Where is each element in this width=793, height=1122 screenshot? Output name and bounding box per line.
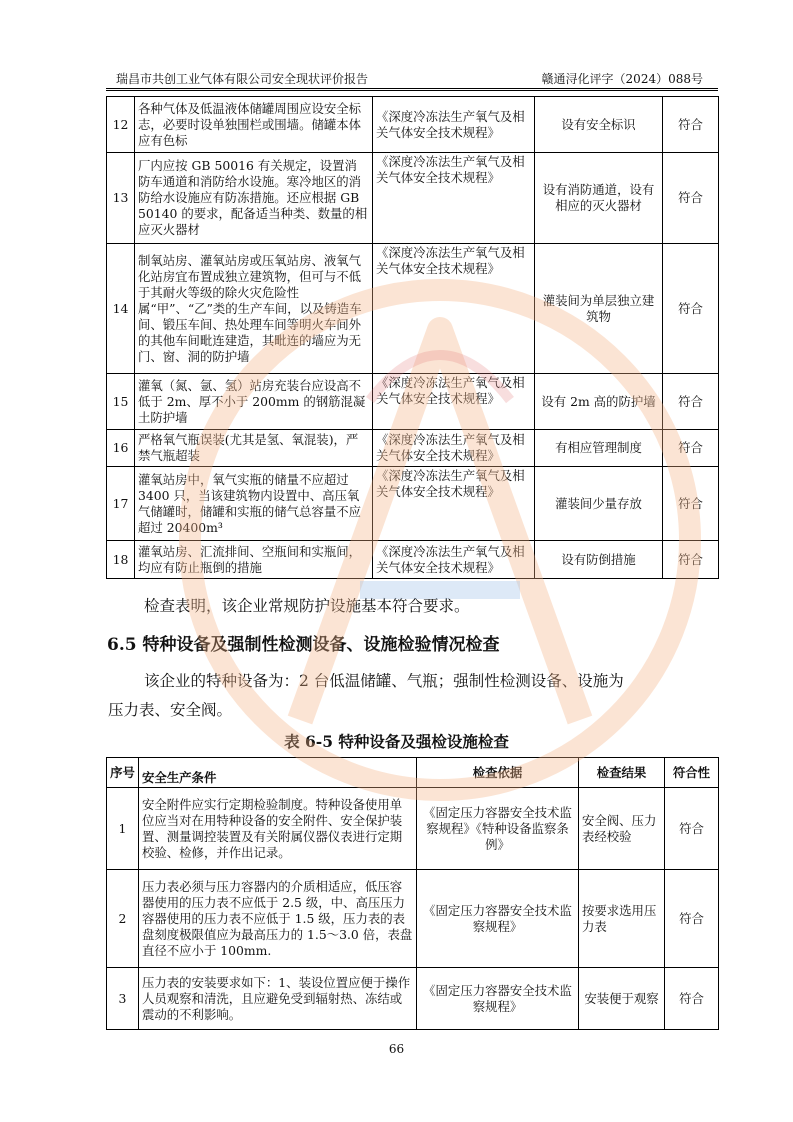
row-number: 18: [107, 541, 135, 579]
check-item: 安全附件应实行定期检验制度。特种设备使用单位应当对在用特种设备的安全附件、安全保护装置、测量调控装置及有关附属仪器仪表进行定期校验、检修，并作出记录。: [139, 788, 417, 870]
check-item: 厂内应按 GB 50016 有关规定，设置消防车通道和消防给水设施。寒冷地区的消防给水设施应有防冻措施。还应根据 GB 50140 的要求，配备适当种类、数量的相应灭火器材: [135, 153, 373, 244]
row-number: 17: [107, 467, 135, 541]
row-number: 3: [107, 968, 139, 1030]
row-number: 14: [107, 244, 135, 374]
check-basis: 《深度冷冻法生产氧气及相关气体安全技术规程》: [373, 430, 535, 467]
special-equipment-table: [106, 757, 719, 1030]
check-result: 设有消防通道，设有相应的灭火器材: [535, 153, 663, 244]
header-company-report-title: 瑞昌市共创工业气体有限公司安全现状评价报告: [116, 72, 369, 86]
conformity: 符合: [663, 244, 719, 374]
check-item: 压力表的安装要求如下：1、装设位置应便于操作人员观察和清洗，且应避免受到辐射热、冻结或震动的不利影响。: [139, 968, 417, 1030]
inspection-summary-paragraph: 检查表明，该企业常规防护设施基本符合要求。: [144, 597, 470, 615]
check-result: 设有安全标识: [535, 97, 663, 153]
table-row: [107, 968, 719, 1030]
table-row: [107, 870, 719, 968]
check-result: 有相应管理制度: [535, 430, 663, 467]
check-item: 灌氧（氮、氩、氢）站房充装台应设高不低于 2m、厚不小于 200mm 的钢筋混凝土防护墙: [135, 374, 373, 430]
check-basis: 《固定压力容器安全技术监察规程》《特种设备监察条例》: [417, 788, 579, 870]
check-basis: 《深度冷冻法生产氧气及相关气体安全技术规程》: [373, 374, 535, 430]
conformity: 符合: [665, 788, 719, 870]
table-row: [107, 541, 719, 579]
check-basis: 《深度冷冻法生产氧气及相关气体安全技术规程》: [373, 97, 535, 153]
table-row: [107, 374, 719, 430]
conformity: 符合: [665, 968, 719, 1030]
conformity: 符合: [663, 374, 719, 430]
header-basis: 检查依据: [417, 758, 579, 788]
conformity: 符合: [663, 541, 719, 579]
table-header-row: [107, 758, 719, 788]
row-number: 15: [107, 374, 135, 430]
check-result: 安装便于观察: [579, 968, 665, 1030]
page-number: 66: [388, 1042, 405, 1056]
header-report-number: 赣通浔化评字（2024）088号: [541, 72, 703, 86]
row-number: 13: [107, 153, 135, 244]
check-item: 制氧站房、灌氧站房或压氧站房、液氧气化站房宜布置成独立建筑物，但可与不低于其耐火等级的除火灾危险性属“甲”、“乙”类的生产车间，以及铸造车间、锻压车间、热处理车间等明火车间外的其他车间毗连建造，其毗连的墙应为无门、窗、洞的防护墙: [135, 244, 373, 374]
conformity: 符合: [663, 467, 719, 541]
header-rule: [106, 88, 718, 91]
check-result: 灌装间少量存放: [535, 467, 663, 541]
check-basis: 《深度冷冻法生产氧气及相关气体安全技术规程》: [373, 153, 535, 244]
table-row: [107, 430, 719, 467]
check-basis: 《深度冷冻法生产氧气及相关气体安全技术规程》: [373, 541, 535, 579]
table-row: [107, 244, 719, 374]
check-basis: 《深度冷冻法生产氧气及相关气体安全技术规程》: [373, 467, 535, 541]
row-number: 16: [107, 430, 135, 467]
check-basis: 《深度冷冻法生产氧气及相关气体安全技术规程》: [373, 244, 535, 374]
check-result: 灌装间为单层独立建筑物: [535, 244, 663, 374]
conformity: 符合: [663, 97, 719, 153]
header-conformity: 符合性: [665, 758, 719, 788]
check-result: 设有防倒措施: [535, 541, 663, 579]
check-item: 灌氧站房、汇流排间、空瓶间和实瓶间，均应有防止瓶倒的措施: [135, 541, 373, 579]
header-result: 检查结果: [579, 758, 665, 788]
table-caption: 表 6-5 特种设备及强检设施检查: [284, 732, 509, 751]
check-item: 压力表必须与压力容器内的介质相适应，低压容器使用的压力表不应低于 2.5 级，中、高压压力容器使用的压力表不应低于 1.5 级，压力表的表盘刻度极限值应为最高压力的 1.5～3.0 倍，表盘直径不应小于 100mm.: [139, 870, 417, 968]
section-heading: 6.5 特种设备及强制性检测设备、设施检验情况检查: [107, 635, 500, 655]
check-item: 严格氧气瓶误装(尤其是氢、氧混装)，严禁气瓶超装: [135, 430, 373, 467]
conformity: 符合: [663, 153, 719, 244]
check-item: 各种气体及低温液体储罐周围应设安全标志，必要时设单独围栏或围墙。储罐本体应有色标: [135, 97, 373, 153]
check-basis: 《固定压力容器安全技术监察规程》: [417, 870, 579, 968]
header-number: 序号: [107, 758, 139, 788]
table-row: [107, 97, 719, 153]
check-result: 设有 2m 高的防护墙: [535, 374, 663, 430]
check-table-continued: [106, 96, 719, 579]
conformity: 符合: [665, 870, 719, 968]
special-equipment-paragraph-line2: 压力表、安全阀。: [108, 701, 233, 719]
special-equipment-paragraph-line1: 该企业的特种设备为：2 台低温储罐、气瓶；强制性检测设备、设施为: [144, 672, 624, 690]
header-condition: 安全生产条件: [139, 758, 417, 788]
conformity: 符合: [663, 430, 719, 467]
row-number: 1: [107, 788, 139, 870]
check-item: 灌氧站房中，氧气实瓶的储量不应超过 3400 只，当该建筑物内设置中、高压氧气储罐时，储罐和实瓶的储气总容量不应超过 20400m³: [135, 467, 373, 541]
check-basis: 《固定压力容器安全技术监察规程》: [417, 968, 579, 1030]
table-row: [107, 788, 719, 870]
check-result: 按要求选用压力表: [579, 870, 665, 968]
table-row: [107, 467, 719, 541]
check-result: 安全阀、压力表经校验: [579, 788, 665, 870]
table-row: [107, 153, 719, 244]
row-number: 2: [107, 870, 139, 968]
row-number: 12: [107, 97, 135, 153]
